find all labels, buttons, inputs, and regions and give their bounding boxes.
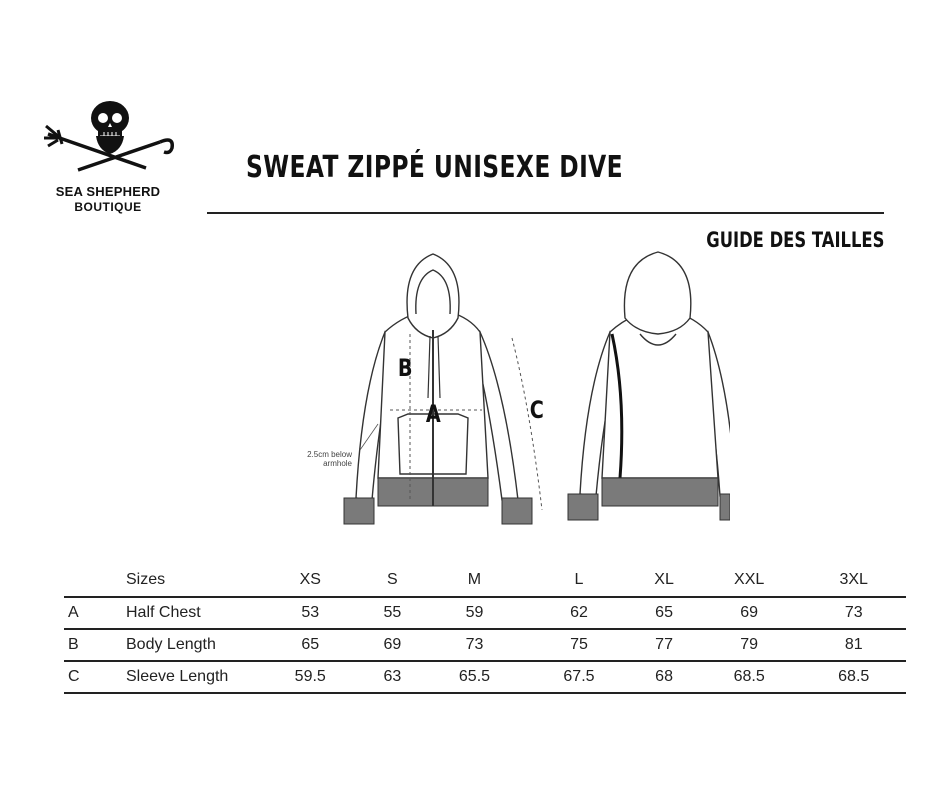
measure-label-c: C: [529, 396, 544, 424]
table-cell: 68: [631, 661, 697, 693]
measure-label-b: B: [397, 354, 413, 382]
measurement-note-line2: armhole: [323, 459, 352, 468]
table-cell: 75: [527, 629, 632, 661]
table-cell: 69: [363, 629, 423, 661]
table-cell: 55: [363, 597, 423, 629]
row-id: C: [64, 661, 126, 693]
table-cell: 63: [363, 661, 423, 693]
table-cell: 59: [422, 597, 527, 629]
table-cell: 65: [258, 629, 363, 661]
sizes-header: Sizes: [126, 564, 258, 597]
table-cell: 59.5: [258, 661, 363, 693]
page-title: SWEAT ZIPPÉ UNISEXE DIVE: [246, 150, 624, 185]
measurement-note-line1: 2.5cm below: [307, 450, 352, 459]
table-cell: 77: [631, 629, 697, 661]
table-cell: 73: [801, 597, 906, 629]
size-header: 3XL: [801, 564, 906, 597]
size-header: XS: [258, 564, 363, 597]
table-row: [64, 597, 906, 629]
size-table: [64, 564, 906, 694]
size-header: M: [422, 564, 527, 597]
row-id: B: [64, 629, 126, 661]
table-cell: 79: [697, 629, 802, 661]
table-cell: 62: [527, 597, 632, 629]
row-name: Half Chest: [126, 597, 258, 629]
size-header: S: [363, 564, 423, 597]
header-blank-cell: [64, 564, 126, 597]
table-row: [64, 661, 906, 693]
title-divider: [207, 212, 884, 214]
size-header: XL: [631, 564, 697, 597]
size-guide-heading: GUIDE DES TAILLES: [705, 228, 884, 252]
row-name: Sleeve Length: [126, 661, 258, 693]
table-cell: 68.5: [801, 661, 906, 693]
table-cell: 65.5: [422, 661, 527, 693]
size-header: L: [527, 564, 632, 597]
table-cell: 65: [631, 597, 697, 629]
logo-subtitle: BOUTIQUE: [74, 200, 142, 214]
table-cell: 67.5: [527, 661, 632, 693]
measure-label-a: A: [425, 400, 441, 428]
table-cell: 69: [697, 597, 802, 629]
row-name: Body Length: [126, 629, 258, 661]
table-cell: 68.5: [697, 661, 802, 693]
logo-brand-text: SEA SHEPHERD: [55, 184, 161, 199]
hoodie-diagram: [290, 238, 730, 543]
brand-logo: [38, 96, 178, 216]
row-id: A: [64, 597, 126, 629]
skull-trident-crook-icon: [38, 96, 178, 186]
size-table-header: [64, 564, 906, 597]
hoodie-illustration: [290, 238, 730, 538]
table-cell: 73: [422, 629, 527, 661]
table-cell: 81: [801, 629, 906, 661]
measurement-note: [296, 450, 352, 468]
table-cell: 53: [258, 597, 363, 629]
size-header: XXL: [697, 564, 802, 597]
table-row: [64, 629, 906, 661]
